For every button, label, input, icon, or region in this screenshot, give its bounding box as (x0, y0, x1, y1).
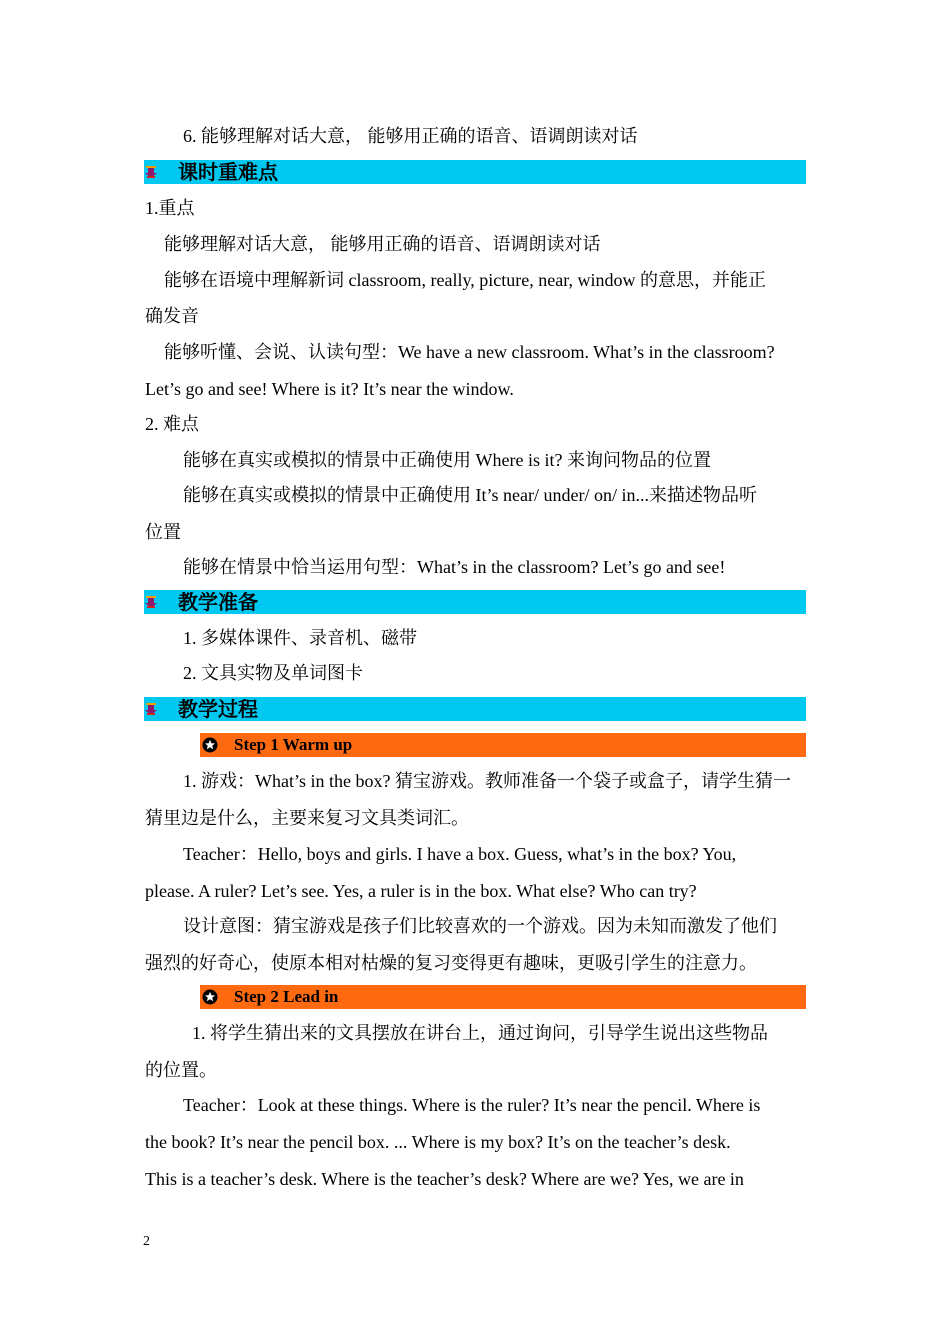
paragraph-line: Teacher：Hello, boys and girls. I have a box. Guess, what’s in the box? You, (183, 844, 737, 864)
paragraph-line: 的位置。 (145, 1060, 217, 1080)
paragraph-line: 设计意图：猜宝游戏是孩子们比较喜欢的一个游戏。因为未知而激发了他们 (183, 916, 777, 936)
bookmark-arrow-icon (144, 165, 158, 179)
paragraph-line: 能够听懂、会说、认读句型：We have a new classroom. What’s in the classroom? (164, 342, 775, 362)
section-header-key-points (144, 160, 806, 184)
paragraph-line: 强烈的好奇心，使原本相对枯燥的复习变得更有趣味，更吸引学生的注意力。 (145, 953, 757, 973)
star-circle-icon (202, 989, 218, 1005)
paragraph-line: This is a teacher’s desk. Where is the teacher’s desk? Where are we? Yes, we are in (145, 1169, 744, 1189)
step-title: Step 2 Lead in (234, 987, 339, 1006)
section-title: 课时重难点 (178, 160, 278, 184)
step-title: Step 1 Warm up (234, 735, 353, 754)
page-number: 2 (143, 1234, 150, 1249)
paragraph-line: 能够在语境中理解新词 classroom, really, picture, near, window 的意思，并能正 (164, 270, 767, 290)
paragraph-line: please. A ruler? Let’s see. Yes, a ruler is in the box. What else? Who can try? (145, 881, 697, 901)
paragraph-line: 1. 多媒体课件、录音机、磁带 (183, 628, 417, 648)
paragraph-line: 能够在真实或模拟的情景中正确使用 Where is it? 来询问物品的位置 (183, 450, 711, 470)
step-header-lead-in (200, 985, 806, 1009)
objective-6: 6. 能够理解对话大意， 能够用正确的语音、语调朗读对话 (183, 126, 638, 146)
paragraph-line: 2. 文具实物及单词图卡 (183, 663, 363, 683)
paragraph-line: Teacher：Look at these things. Where is the ruler? It’s near the pencil. Where is (183, 1095, 761, 1115)
step-header-warm-up (200, 733, 806, 757)
bookmark-arrow-icon (144, 595, 158, 609)
paragraph-line: 1. 游戏：What’s in the box? 猜宝游戏。教师准备一个袋子或盒子，请学生猜一 (183, 771, 791, 791)
section-title: 教学准备 (178, 590, 258, 614)
paragraph-line: 猜里边是什么，主要来复习文具类词汇。 (145, 808, 469, 828)
paragraph-line: 能够在情景中恰当运用句型：What’s in the classroom? Let’s go and see! (183, 557, 726, 577)
section-title: 教学过程 (178, 697, 258, 721)
star-circle-icon (202, 737, 218, 753)
difficulties-heading: 2. 难点 (145, 414, 199, 434)
paragraph-line: 位置 (145, 522, 181, 542)
paragraph-line: 1. 将学生猜出来的文具摆放在讲台上，通过询问，引导学生说出这些物品 (192, 1023, 768, 1043)
section-header-preparation (144, 590, 806, 614)
paragraph-line: 确发音 (145, 306, 199, 326)
key-points-heading: 1.重点 (145, 198, 195, 218)
paragraph-line: 能够在真实或模拟的情景中正确使用 It’s near/ under/ on/ in...来描述物品听 (183, 485, 757, 505)
bookmark-arrow-icon (144, 702, 158, 716)
section-header-process (144, 697, 806, 721)
paragraph-line: the book? It’s near the pencil box. ... Where is my box? It’s on the teacher’s desk. (145, 1132, 731, 1152)
paragraph-line: Let’s go and see! Where is it? It’s near the window. (145, 379, 514, 399)
paragraph-line: 能够理解对话大意， 能够用正确的语音、语调朗读对话 (164, 234, 601, 254)
